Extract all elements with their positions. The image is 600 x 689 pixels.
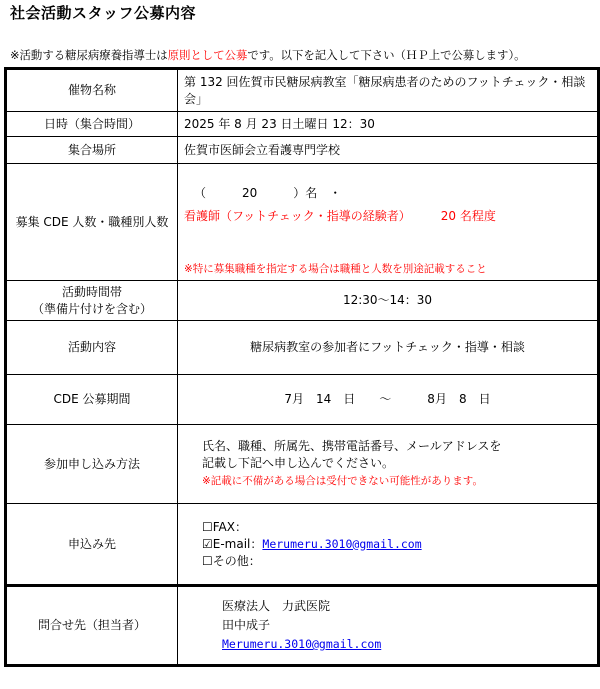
hours-label [6,281,178,321]
apply-to-label: 申込み先 [6,504,178,586]
period-label: CDE 公募期間 [6,375,178,425]
row-recruit [6,164,599,281]
event-name-value: 第 132 回佐賀市民糖尿病教室「糖尿病患者のためのフットチェック・相談会」 [178,69,599,112]
period-value: 7月 14 日 〜 8月 8 日 [178,375,599,425]
row-datetime [6,112,599,137]
recruitment-form-table [4,67,600,667]
hours-value: 12:30〜14：30 [178,281,599,321]
event-name-label: 催物名称 [6,69,178,112]
notice-suffix: です。以下を記入して下さい（ＨＰ上で公募します）。 [247,48,526,62]
row-contact [6,586,599,666]
method-value [178,425,599,504]
method-line2: 記載し下記へ申し込んでください。 [202,456,395,470]
recruit-note: ※特に募集職種を指定する場合は職種と人数を別途記載すること [184,263,487,275]
activity-label: 活動内容 [6,321,178,375]
contact-email-link[interactable]: Merumeru.3010@gmail.com [222,637,382,651]
hours-label-line1: 活動時間帯 [61,284,122,299]
recruit-value [178,164,599,281]
apply-email-row [202,536,591,553]
page-title: 社会活動スタッフ公募内容 [10,4,197,22]
notice-emphasis: 原則として公募 [167,48,248,62]
method-line1: 氏名、職種、所属先、携帯電話番号、メールアドレスを [202,439,502,453]
apply-email-link[interactable]: Merumeru.3010@gmail.com [262,536,422,551]
apply-email-label: ☑E-mail： [202,536,263,551]
recruit-count: （ 20 ）名 ・ [194,186,342,200]
contact-value [178,586,599,666]
row-method [6,425,599,504]
apply-to-value [178,504,599,586]
venue-value: 佐賀市医師会立看護専門学校 [178,137,599,164]
method-label: 参加申し込み方法 [6,425,178,504]
apply-other: ☐その他： [202,553,261,568]
activity-value: 糖尿病教室の参加者にフットチェック・指導・相談 [178,321,599,375]
notice-text [10,47,600,63]
method-warning: ※記載に不備がある場合は受付できない可能性があります。 [202,475,483,487]
contact-label: 問合せ先（担当者） [6,586,178,666]
row-event-name [6,69,599,112]
row-activity [6,321,599,375]
datetime-value: 2025 年 8 月 23 日土曜日 12：30 [178,112,599,137]
recruit-label: 募集 CDE 人数・職種別人数 [6,164,178,281]
contact-person: 田中成子 [222,618,271,632]
row-apply-to [6,504,599,586]
venue-label: 集合場所 [6,137,178,164]
row-venue [6,137,599,164]
contact-org: 医療法人 力武医院 [222,599,331,613]
datetime-label: 日時（集合時間） [6,112,178,137]
notice-prefix: ※活動する糖尿病療養指導士は [10,48,168,62]
apply-fax: ☐FAX： [202,519,247,534]
row-hours [6,281,599,321]
hours-label-line2: （準備片付けを含む） [31,301,152,316]
row-period [6,375,599,425]
recruit-job: 看護師（フットチェック・指導の経験者） 20 名程度 [184,209,496,223]
